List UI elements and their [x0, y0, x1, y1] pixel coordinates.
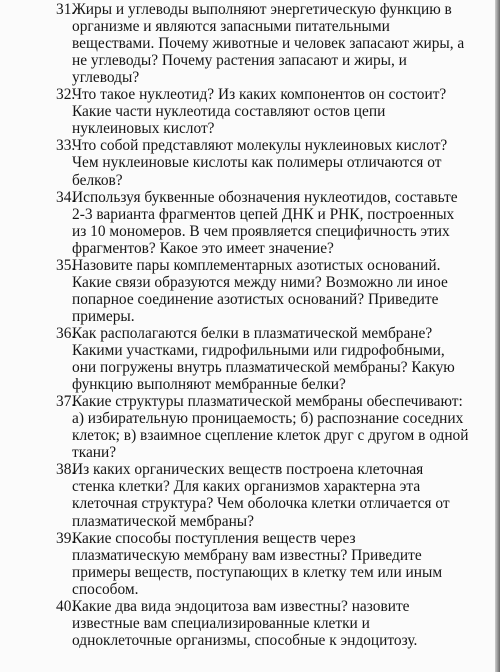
question-number: 38. [56, 461, 76, 479]
question-text-line: Что такое нуклеотид? Из каких компонентов он состоит? [72, 86, 447, 104]
page-edge-shadow [495, 0, 500, 672]
question-text-line: Какие способы поступления веществ через [72, 529, 356, 547]
question-text-line: Какие связи образуются между ними? Возможно ли иное [72, 273, 448, 291]
question-text-line: 2-3 варианта фрагментов цепей ДНК и РНК, построенных [72, 205, 455, 223]
question-text-line: нуклеиновых кислот? [72, 120, 215, 138]
question-text-line: они погружены внутрь плазматической мембраны? Какую [72, 359, 455, 377]
question-text-line: Из каких органических веществ построена клеточная [72, 461, 424, 479]
question-text-line: фрагментов? Какое это имеет значение? [72, 239, 334, 257]
question-text-line: Какими участками, гидрофильными или гидрофобными, [72, 342, 445, 359]
question-number: 35. [56, 256, 76, 274]
question-text-line: клеточная структура? Чем оболочка клетки отличается от [72, 495, 450, 513]
question-text-line: а) избирательную проницаемость; б) распознание соседних [72, 410, 464, 428]
question-text-line: Какие структуры плазматической мембраны обеспечивают: [72, 393, 463, 411]
question-text-line: ткани? [72, 444, 117, 462]
question-text-line: примеры. [72, 307, 135, 325]
question-text-line: известные вам специализированные клетки и [72, 614, 370, 632]
question-text-line: организме и являются запасными питательными [72, 18, 390, 36]
question-number: 33. [56, 137, 76, 155]
question-text-line: Используя буквенные обозначения нуклеотидов, составьте [72, 188, 458, 206]
question-number: 32. [56, 86, 76, 104]
question-text-line: Какие части нуклеотида составляют остов цепи [72, 103, 386, 121]
question-text-line: Какие два вида эндоцитоза вам известны? назовите [72, 597, 410, 615]
question-text-line: веществами. Почему животные и человек запасают жиры, а [72, 35, 465, 53]
question-number: 34. [56, 188, 76, 206]
question-number: 37. [56, 393, 76, 411]
question-number: 31. [56, 1, 76, 18]
question-text-line: плазматической мембраны? [72, 512, 254, 530]
question-text-line: белков? [72, 171, 123, 189]
question-text-line: Жиры и углеводы выполняют энергетическую функцию в [72, 1, 452, 18]
question-text-line: функцию выполняют мембранные белки? [72, 376, 346, 394]
question-text-line: примеры веществ, поступающих в клетку тем или иным [72, 563, 443, 581]
question-text-line: из 10 мономеров. В чем проявляется специфичность этих [72, 222, 450, 240]
question-text-line: Назовите пары комплементарных азотистых оснований. [72, 256, 441, 274]
question-text-line: плазматическую мембрану вам известны? Приведите [72, 546, 422, 564]
question-text-line: стенка клетки? Для каких организмов характерна эта [72, 478, 421, 496]
question-text-line: Как располагаются белки в плазматической мембране? [72, 324, 433, 342]
question-text-line: одноклеточные организмы, способные к эндоцитозу. [72, 631, 418, 649]
question-number: 36. [56, 324, 76, 342]
question-text-line: Чем нуклеиновые кислоты как полимеры отличаются от [72, 154, 442, 172]
question-number: 39. [56, 529, 76, 547]
question-text-line: не углеводы? Почему растения запасают и жиры, и [72, 52, 407, 70]
question-text-line: углеводы? [72, 69, 140, 87]
question-number: 40. [56, 597, 76, 615]
question-text-line: способом. [72, 580, 139, 598]
question-text-line: Что собой представляют молекулы нуклеиновых кислот? [72, 137, 448, 155]
question-text-line: попарное соединение азотистых оснований? Приведите [72, 290, 439, 308]
question-text-line: клеток; в) взаимное сцепление клеток друг с другом в одной [72, 427, 469, 445]
